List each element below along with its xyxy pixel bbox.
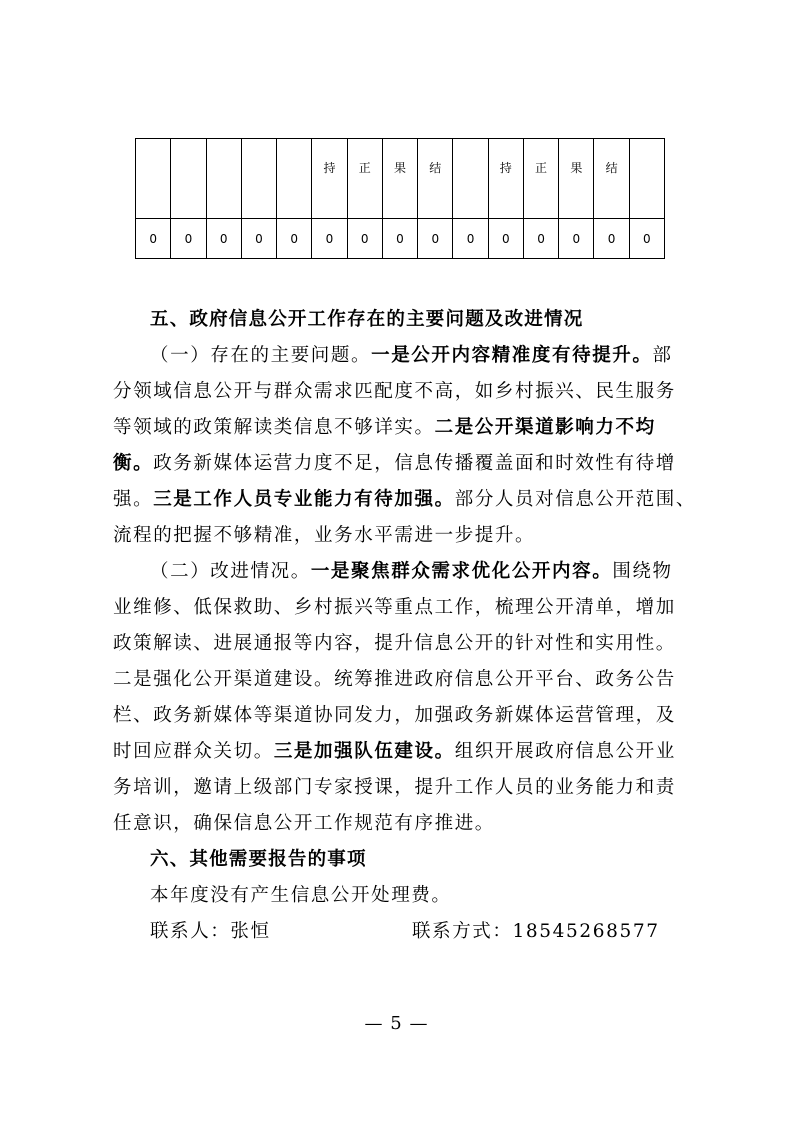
table-cell: 果 <box>382 139 417 219</box>
contact-person: 联系人：张恒 <box>150 921 271 942</box>
table-cell: 0 <box>312 219 347 259</box>
table-cell: 0 <box>594 219 629 259</box>
table-cell: 持 <box>488 139 523 219</box>
table-cell: 0 <box>418 219 453 259</box>
paragraph-line: 任意识，确保信息公开工作规范有序推进。 <box>113 813 495 834</box>
table-cell: 持 <box>312 139 347 219</box>
table-cell <box>277 139 312 219</box>
paragraph-line <box>150 558 673 586</box>
text-run: 部 <box>652 345 673 366</box>
table-cell <box>629 139 664 219</box>
text-run: 组织开展政府信息公开业 <box>454 741 676 762</box>
table-row <box>136 139 665 219</box>
paragraph-line: 栏、政务新媒体等渠道协同发力，加强政务新媒体运营管理，及 <box>113 705 676 726</box>
table-cell <box>171 139 206 219</box>
paragraph-line <box>113 414 656 442</box>
table-cell: 0 <box>136 219 171 259</box>
subsection-title: （二）改进情况。 <box>150 561 311 582</box>
table-cell: 0 <box>277 219 312 259</box>
contact-method: 联系方式：18545268577 <box>412 921 660 942</box>
statistics-table-fragment <box>135 138 665 259</box>
page-number: — 5 — <box>364 1013 429 1034</box>
emphasis-text: 衡。 <box>113 453 154 474</box>
paragraph-line <box>113 486 696 514</box>
text-run: 围绕物 <box>612 561 673 582</box>
table-cell: 结 <box>418 139 453 219</box>
table-cell: 0 <box>559 219 594 259</box>
table-cell: 0 <box>488 219 523 259</box>
table-cell: 0 <box>523 219 558 259</box>
subsection-title: （一）存在的主要问题。 <box>150 345 372 366</box>
table-cell: 0 <box>629 219 664 259</box>
table-cell: 0 <box>206 219 241 259</box>
paragraph-line <box>150 342 673 370</box>
text-run: 等领域的政策解读类信息不够详实。 <box>113 417 435 438</box>
table-cell <box>241 139 276 219</box>
table-cell: 0 <box>241 219 276 259</box>
table-cell: 0 <box>382 219 417 259</box>
emphasis-text: 二是公开渠道影响力不均 <box>434 417 656 438</box>
section-6-heading: 六、其他需要报告的事项 <box>150 849 367 870</box>
paragraph-line: 分领域信息公开与群众需求匹配度不高，如乡村振兴、民生服务 <box>113 381 676 402</box>
table-cell: 正 <box>347 139 382 219</box>
paragraph-line <box>113 450 676 478</box>
table-cell: 结 <box>594 139 629 219</box>
text-run: 时回应群众关切。 <box>113 741 274 762</box>
contact-line <box>150 918 690 946</box>
fee-statement: 本年度没有产生信息公开处理费。 <box>150 885 452 906</box>
table-cell: 0 <box>347 219 382 259</box>
table-cell: 正 <box>523 139 558 219</box>
table-cell <box>206 139 241 219</box>
paragraph-line: 流程的把握不够精准，业务水平需进一步提升。 <box>113 525 536 546</box>
section-5-heading: 五、政府信息公开工作存在的主要问题及改进情况 <box>150 309 584 330</box>
table-row <box>136 219 665 259</box>
paragraph-line: 业维修、低保救助、乡村振兴等重点工作，梳理公开清单，增加 <box>113 597 676 618</box>
table-cell: 0 <box>171 219 206 259</box>
paragraph-line <box>113 738 676 766</box>
paragraph-line: 务培训，邀请上级部门专家授课，提升工作人员的业务能力和责 <box>113 777 676 798</box>
text-run: 部分人员对信息公开范围、 <box>454 489 696 510</box>
emphasis-text: 一是公开内容精准度有待提升。 <box>371 345 653 366</box>
table-cell: 0 <box>453 219 488 259</box>
emphasis-text: 三是加强队伍建设。 <box>273 741 455 762</box>
table-cell: 果 <box>559 139 594 219</box>
table-cell <box>453 139 488 219</box>
paragraph-line: 政策解读、进展通报等内容，提升信息公开的针对性和实用性。 <box>113 633 676 654</box>
emphasis-text: 一是聚焦群众需求优化公开内容。 <box>310 561 613 582</box>
emphasis-text: 三是工作人员专业能力有待加强。 <box>153 489 455 510</box>
text-run: 政务新媒体运营力度不足，信息传播覆盖面和时效性有待增 <box>153 453 676 474</box>
table-cell <box>136 139 171 219</box>
paragraph-line: 二是强化公开渠道建设。统筹推进政府信息公开平台、政务公告 <box>113 669 676 690</box>
text-run: 强。 <box>113 489 154 510</box>
